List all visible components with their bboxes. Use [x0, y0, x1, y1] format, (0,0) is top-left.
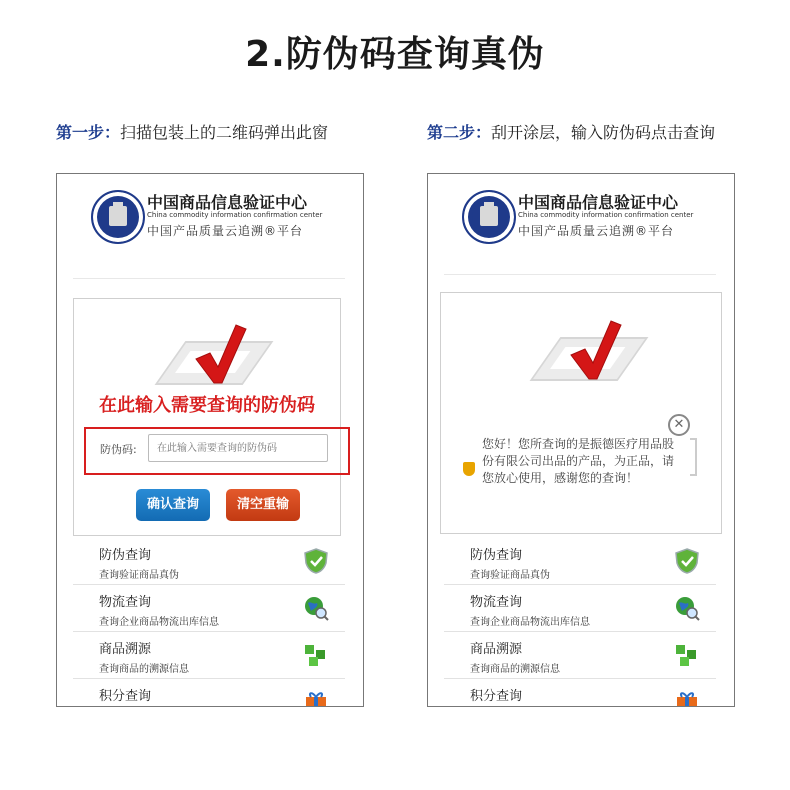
gift-icon [303, 689, 329, 707]
shield-check-icon [303, 548, 329, 574]
clear-reset-button[interactable]: 清空重输 [226, 489, 300, 521]
menu-item-points[interactable] [73, 679, 345, 707]
menu-item-title: 商品溯源 [99, 642, 152, 657]
header-divider [444, 274, 716, 275]
anti-counterfeit-code-input[interactable] [148, 434, 328, 462]
feature-menu [444, 538, 716, 707]
app-header [57, 174, 363, 274]
close-icon[interactable]: ✕ [668, 414, 690, 436]
step-two-text: 刮开涂层，输入防伪码点击查询 [491, 123, 716, 142]
menu-item-title: 物流查询 [470, 595, 523, 610]
menu-item-subtitle: 查询验证商品真伪 [99, 570, 179, 581]
globe-search-icon [674, 595, 700, 621]
header-name: 中国商品信息验证中心 [147, 193, 308, 212]
menu-item-title: 积分查询 [99, 689, 152, 704]
query-card [73, 298, 341, 536]
menu-item-subtitle: 查询验证商品真伪 [470, 570, 550, 581]
step-one-label: 第一步： [56, 123, 121, 142]
header-divider [73, 278, 345, 279]
app-header [428, 174, 734, 274]
step-one-caption [56, 120, 328, 143]
verification-center-logo-icon [91, 190, 145, 244]
shield-check-icon [674, 548, 700, 574]
code-field-label: 防伪码: [100, 443, 137, 456]
globe-search-icon [303, 595, 329, 621]
menu-item-subtitle: 查询企业商品物流出库信息 [470, 617, 590, 628]
cubes-icon [303, 642, 329, 668]
menu-item-subtitle: 查询企业商品物流出库信息 [99, 617, 219, 628]
cubes-icon [674, 642, 700, 668]
phone-screen-step-two [427, 173, 735, 707]
menu-item-subtitle: 查询商品的溯源信息 [99, 664, 189, 675]
menu-item-title: 商品溯源 [470, 642, 523, 657]
result-card [440, 292, 722, 534]
header-english: China commodity information confirmation center [147, 211, 323, 219]
menu-item-traceability[interactable] [444, 632, 716, 679]
result-message: 您好！您所查询的是振德医疗用品股份有限公司出品的产品，为正品，请您放心使用，感谢您的查询！ [482, 437, 675, 485]
header-name: 中国商品信息验证中心 [518, 193, 679, 212]
checkmark-box-icon [162, 323, 272, 393]
code-input-highlight [84, 427, 350, 475]
menu-item-logistics[interactable] [73, 585, 345, 632]
step-one-text: 扫描包装上的二维码弹出此窗 [120, 123, 329, 142]
page-title: 2.防伪码查询真伪 [245, 34, 545, 75]
input-prompt: 在此输入需要查询的防伪码 [99, 395, 315, 416]
menu-item-title: 物流查询 [99, 595, 152, 610]
header-subtitle: 中国产品质量云追溯®平台 [518, 224, 675, 238]
menu-item-logistics[interactable] [444, 585, 716, 632]
header-subtitle: 中国产品质量云追溯®平台 [147, 224, 304, 238]
phone-screen-step-one [56, 173, 364, 707]
menu-item-subtitle: 查询商品的溯源信息 [470, 664, 560, 675]
verification-center-logo-icon [462, 190, 516, 244]
menu-item-title: 积分查询 [470, 689, 523, 704]
header-english: China commodity information confirmation center [518, 211, 694, 219]
menu-item-traceability[interactable] [73, 632, 345, 679]
gift-icon [674, 689, 700, 707]
menu-item-anti-counterfeit[interactable] [444, 538, 716, 585]
menu-item-title: 防伪查询 [99, 548, 152, 563]
feature-menu [73, 538, 345, 707]
checkmark-box-icon [537, 319, 647, 389]
popup-edge [690, 438, 697, 476]
menu-item-anti-counterfeit[interactable] [73, 538, 345, 585]
menu-item-points[interactable] [444, 679, 716, 707]
step-two-caption [427, 120, 715, 143]
warning-shield-icon [463, 462, 475, 476]
menu-item-title: 防伪查询 [470, 548, 523, 563]
confirm-query-button[interactable]: 确认查询 [136, 489, 210, 521]
step-two-label: 第二步： [427, 123, 492, 142]
